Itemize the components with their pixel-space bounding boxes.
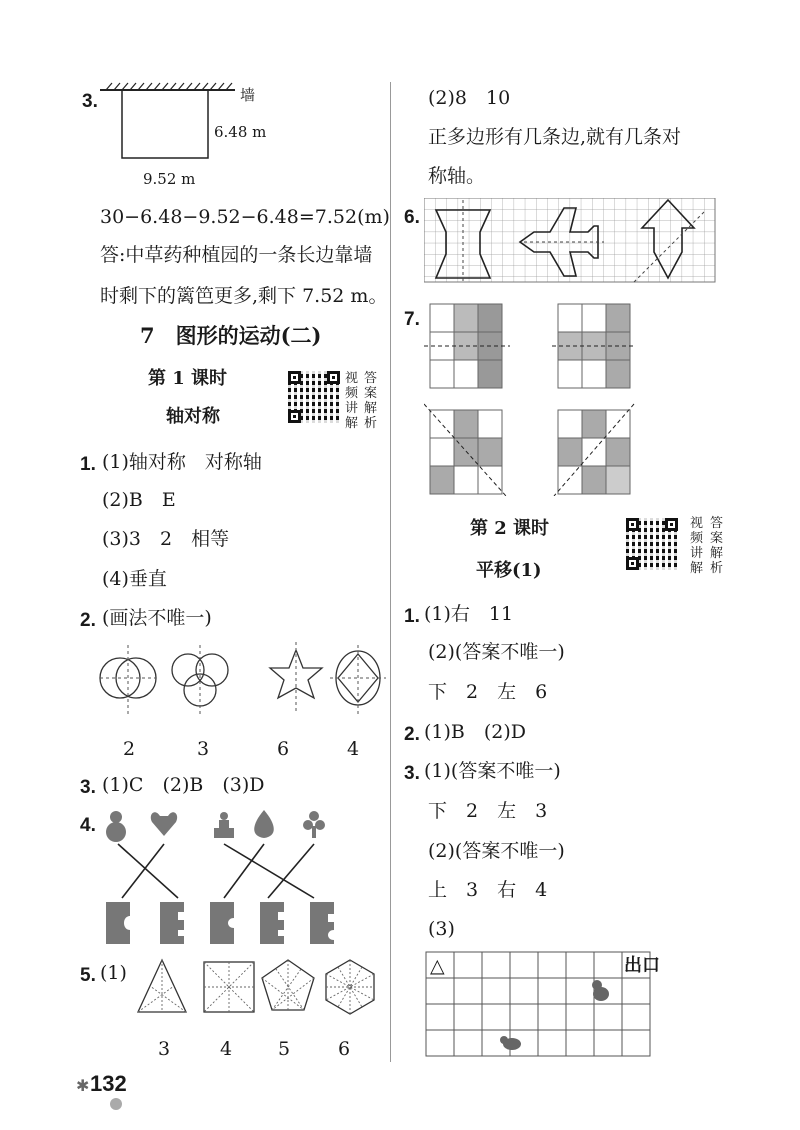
lesson-1-topic: 轴对称 xyxy=(166,406,220,427)
r-q3-line-3: (2)(答案不唯一) xyxy=(428,840,565,862)
page-number: 132 xyxy=(90,1071,127,1096)
matching-shapes-figure xyxy=(100,806,350,946)
q5-sub: (1) xyxy=(100,962,127,984)
rule-line-2: 称轴。 xyxy=(428,165,486,187)
qr-label-2h: 析 xyxy=(710,561,724,576)
r-q3-line-1: (1)(答案不唯一) xyxy=(424,760,561,782)
q2-note: (画法不唯一) xyxy=(102,607,212,629)
symmetry-shapes-figure xyxy=(96,640,386,720)
height-label: 6.48 m xyxy=(214,123,267,141)
qr-label-2b: 频 xyxy=(690,531,704,546)
q6-label: 6. xyxy=(404,207,420,228)
q2-count-1: 2 xyxy=(123,738,136,760)
r-q3-line-5: (3) xyxy=(428,918,455,940)
regular-polygons-figure xyxy=(136,956,380,1018)
wall-label: 墙 xyxy=(240,86,256,104)
r-q1-label: 1. xyxy=(404,606,420,627)
qr-code-lesson-1[interactable] xyxy=(288,371,340,423)
width-label: 9.52 m xyxy=(143,170,196,188)
qr-label-2g: 解 xyxy=(710,546,724,561)
q3-label: 3. xyxy=(82,91,98,112)
qr-code-lesson-2[interactable] xyxy=(626,518,678,570)
q1-line-1: (1)轴对称 对称轴 xyxy=(102,451,262,473)
exit-label: 出口 xyxy=(624,955,660,976)
q3b-answer: (1)C (2)B (3)D xyxy=(102,774,265,796)
q3-answer-line-1: 答:中草药种植园的一条长边靠墙 xyxy=(100,244,373,266)
chapter-title: 7 图形的运动(二) xyxy=(140,323,322,348)
q3-calculation: 30−6.48−9.52−6.48=7.52(m) xyxy=(100,206,390,228)
q2-count-3: 6 xyxy=(277,738,290,760)
qr-label-2c: 讲 xyxy=(690,546,704,561)
lesson-1-title: 第 1 课时 xyxy=(148,368,228,389)
qr-label-1d: 解 xyxy=(345,416,359,431)
r-q3-line-4: 上 3 右 4 xyxy=(428,879,548,901)
q2-label: 2. xyxy=(80,610,96,631)
r-q3-label: 3. xyxy=(404,763,420,784)
qr-label-1f: 案 xyxy=(364,386,378,401)
page-dot-icon xyxy=(110,1098,122,1110)
q3-answer-line-2: 时剩下的篱笆更多,剩下 7.52 m。 xyxy=(100,285,388,307)
qr-label-1a: 视 xyxy=(345,371,359,386)
q2-count-2: 3 xyxy=(197,738,210,760)
right-top-line: (2)8 10 xyxy=(428,87,511,109)
q5-label: 5. xyxy=(80,965,96,986)
rule-line-1: 正多边形有几条边,就有几条对 xyxy=(428,126,682,148)
column-divider xyxy=(390,82,391,1062)
q7-grids-figure xyxy=(424,300,664,496)
q5-count-2: 4 xyxy=(220,1038,233,1060)
q6-grid-figure xyxy=(424,198,716,284)
r-q1-line-1: (1)右 11 xyxy=(424,603,514,625)
q1-line-4: (4)垂直 xyxy=(102,568,167,590)
start-marker: △ xyxy=(430,955,445,977)
q5-count-3: 5 xyxy=(278,1038,291,1060)
qr-label-1e: 答 xyxy=(364,371,378,386)
qr-label-1b: 频 xyxy=(345,386,359,401)
q1-label: 1. xyxy=(80,454,96,475)
q3b-label: 3. xyxy=(80,777,96,798)
r-q3-line-2: 下 2 左 3 xyxy=(428,800,548,822)
qr-label-1g: 解 xyxy=(364,401,378,416)
q7-label: 7. xyxy=(404,309,420,330)
qr-label-1h: 析 xyxy=(364,416,378,431)
r-q1-line-3: 下 2 左 6 xyxy=(428,681,548,703)
q5-count-1: 3 xyxy=(158,1038,171,1060)
qr-label-1c: 讲 xyxy=(345,401,359,416)
qr-label-2f: 案 xyxy=(710,531,724,546)
q4-label: 4. xyxy=(80,815,96,836)
lesson-2-title: 第 2 课时 xyxy=(470,518,550,539)
qr-label-2a: 视 xyxy=(690,516,704,531)
q2-count-4: 4 xyxy=(347,738,360,760)
r-q1-line-2: (2)(答案不唯一) xyxy=(428,641,565,663)
page-corner-decoration: ✱ xyxy=(76,1076,90,1095)
q1-line-3: (3)3 2 相等 xyxy=(102,528,230,550)
qr-label-2e: 答 xyxy=(710,516,724,531)
r-q2-label: 2. xyxy=(404,724,420,745)
q5-count-4: 6 xyxy=(338,1038,351,1060)
qr-label-2d: 解 xyxy=(690,561,704,576)
q1-line-2: (2)B E xyxy=(102,489,176,511)
lesson-2-topic: 平移(1) xyxy=(476,560,542,581)
r-q2-answer: (1)B (2)D xyxy=(424,721,527,743)
